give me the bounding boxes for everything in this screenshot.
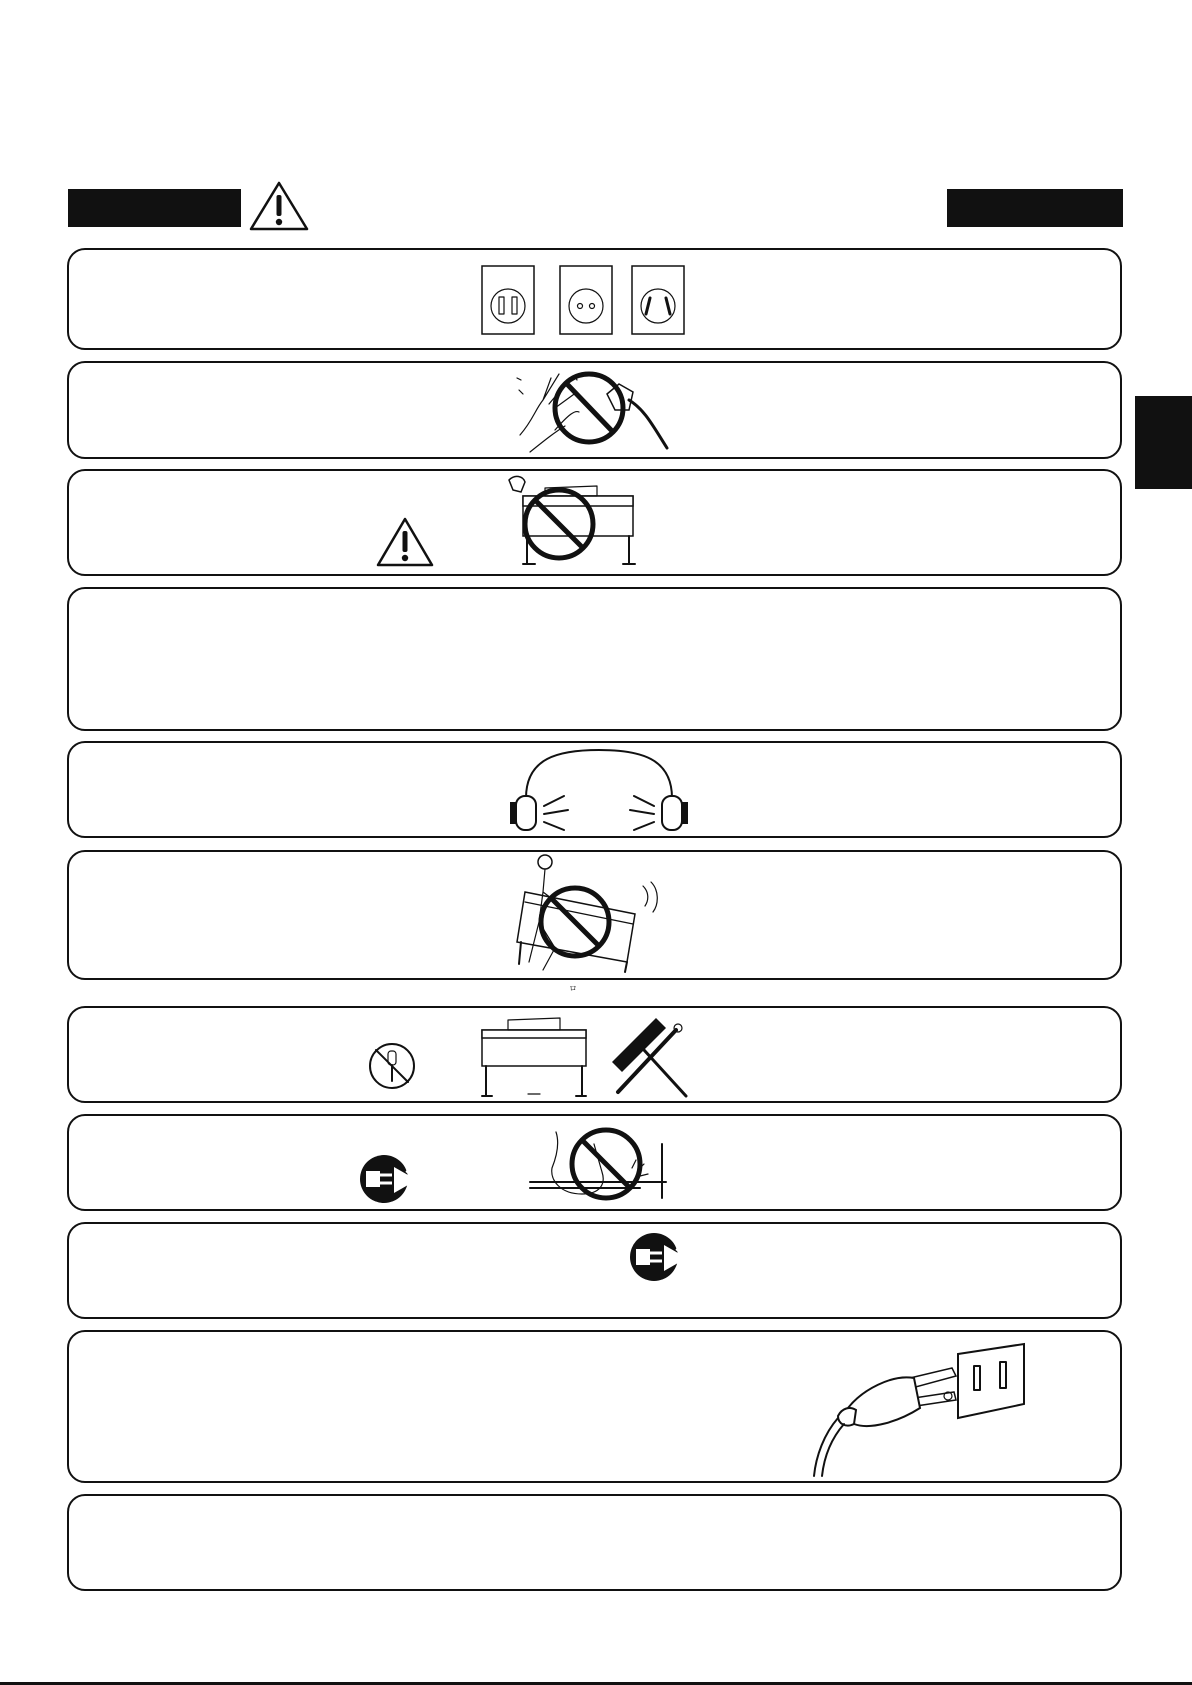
leaning-on-piano-prohibited-icon (515, 852, 665, 976)
unplug-icon-2 (628, 1233, 686, 1281)
unplug-icon (358, 1155, 416, 1203)
warning-triangle-small-icon (375, 516, 435, 568)
section-side-tab (1135, 396, 1192, 489)
warning-box-text (67, 587, 1122, 731)
cord-pinch-prohibited-icon (530, 1124, 666, 1208)
small-mark: ロ (569, 984, 577, 993)
warning-box-bottom (67, 1494, 1122, 1591)
wet-hands-plug-prohibited-icon (515, 370, 685, 452)
warning-triangle-icon (248, 180, 310, 232)
warning-header-bar-right (947, 189, 1123, 227)
warning-box-disassembly (67, 1006, 1122, 1103)
warning-header-bar-left (68, 189, 241, 227)
liquid-on-piano-prohibited-icon (505, 474, 640, 574)
warning-box-unplug (67, 1222, 1122, 1319)
polarized-plug-icon (802, 1338, 1032, 1478)
headphones-icon (508, 748, 690, 834)
disassembly-prohibited-icon (367, 1041, 417, 1091)
tools-icon (604, 1010, 694, 1100)
outlet-types-icon (480, 264, 690, 336)
piano-icon (478, 1012, 590, 1098)
